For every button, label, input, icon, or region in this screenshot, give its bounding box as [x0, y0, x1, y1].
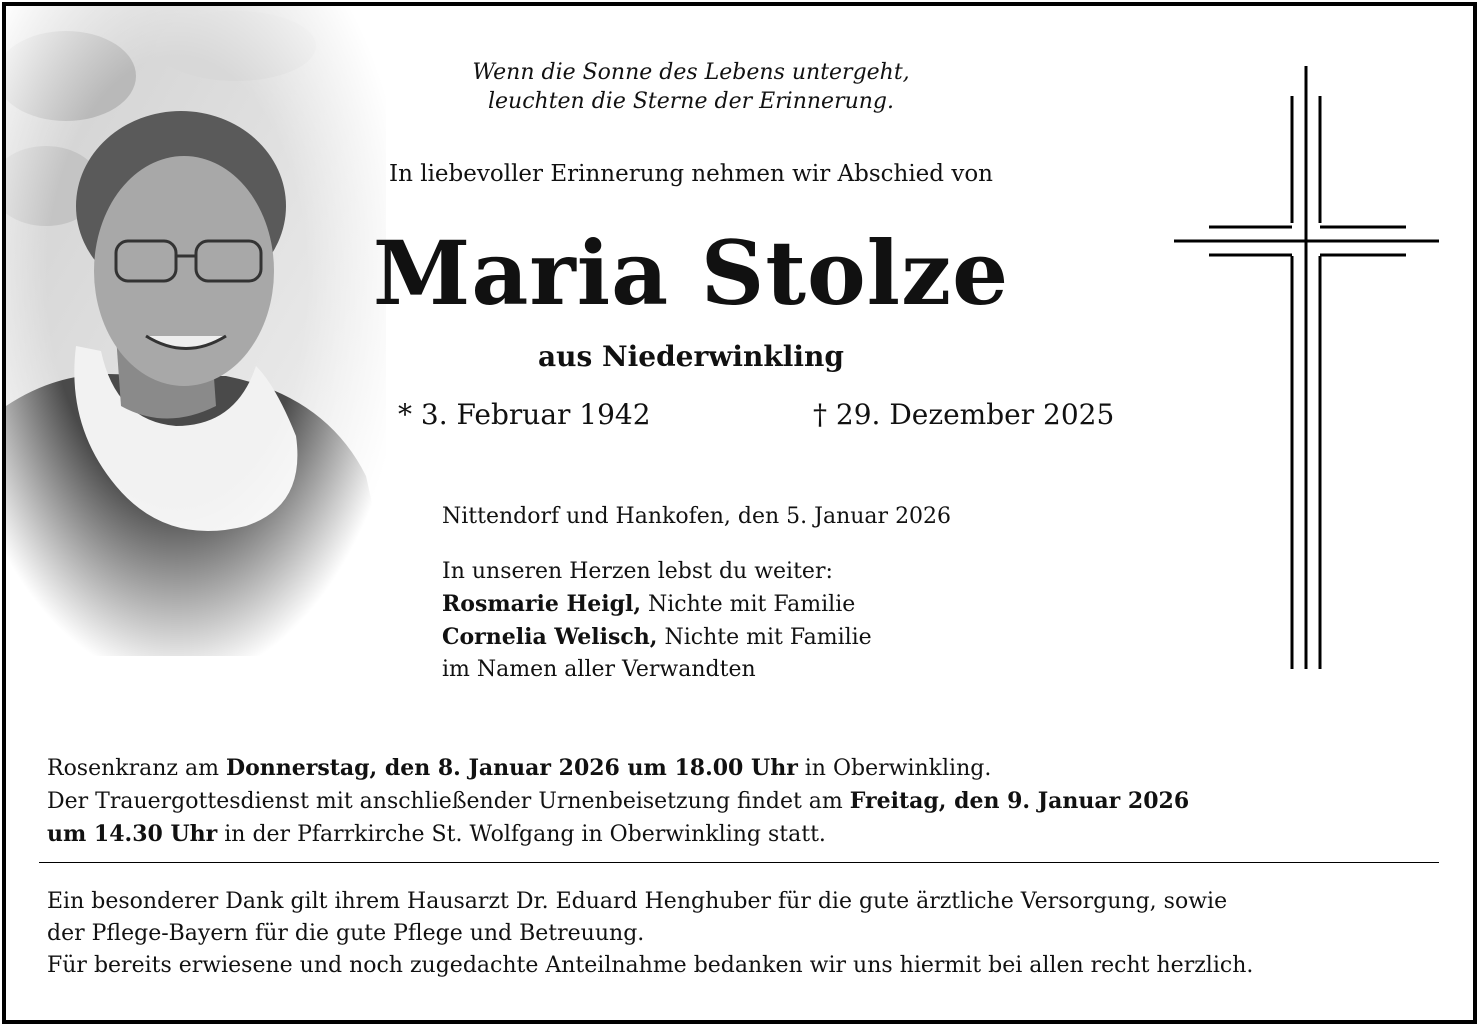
- service-text: Rosenkranz am: [47, 756, 226, 781]
- thanks-line-3: Für bereits erwiesene und noch zugedachte Anteilnahme bedanken wir uns hiermit bei allen recht herzlich.: [47, 953, 1254, 978]
- service-text: in Oberwinkling.: [797, 756, 992, 781]
- quote-line-1: Wenn die Sonne des Lebens untergeht,: [472, 60, 910, 85]
- mourner-entry: [442, 588, 872, 621]
- cross-icon: [1174, 61, 1439, 673]
- mourners-block: [442, 556, 872, 686]
- portrait-photo: [6, 6, 386, 656]
- place-and-date: Nittendorf und Hankofen, den 5. Januar 2026: [442, 504, 952, 529]
- service-text: in der Pfarrkirche St. Wolfgang in Oberwinkling statt.: [217, 822, 826, 847]
- birth-date: * 3. Februar 1942: [398, 398, 651, 431]
- mourner-relation: Nichte mit Familie: [641, 592, 856, 617]
- service-line-3: [47, 818, 1437, 851]
- service-text: Der Trauergottesdienst mit anschließender Urnenbeisetzung findet am: [47, 789, 850, 814]
- service-line-1: [47, 752, 1437, 785]
- deceased-name: Maria Stolze: [372, 221, 1010, 325]
- thanks-line-2: der Pflege-Bayern für die gute Pflege und Betreuung.: [47, 921, 645, 946]
- memorial-quote: [346, 58, 1036, 116]
- mourner-relation: Nichte mit Familie: [657, 625, 872, 650]
- rosary-datetime: Donnerstag, den 8. Januar 2026 um 18.00 Uhr: [225, 755, 798, 781]
- intro-text: In liebevoller Erinnerung nehmen wir Abschied von: [389, 161, 993, 187]
- mourner-name: Cornelia Welisch,: [442, 624, 658, 650]
- mourners-heading: In unseren Herzen lebst du weiter:: [442, 559, 833, 584]
- funeral-time: um 14.30 Uhr: [47, 821, 218, 847]
- service-details: [47, 752, 1437, 851]
- funeral-date: Freitag, den 9. Januar 2026: [849, 788, 1190, 814]
- divider: [39, 862, 1439, 863]
- deceased-origin: aus Niederwinkling: [538, 340, 844, 373]
- thanks-line-1: Ein besonderer Dank gilt ihrem Hausarzt Dr. Eduard Henghuber für die gute ärztliche Versorgung, sowie: [47, 889, 1228, 914]
- obituary-notice: [2, 2, 1477, 1024]
- mourner-name: Rosmarie Heigl,: [442, 591, 642, 617]
- service-line-2: [47, 785, 1437, 818]
- quote-line-2: leuchten die Sterne der Erinnerung.: [487, 89, 894, 114]
- mourner-entry: [442, 621, 872, 654]
- death-date: † 29. Dezember 2025: [813, 398, 1115, 431]
- mourners-closing: im Namen aller Verwandten: [442, 657, 756, 682]
- thanks-block: [47, 886, 1447, 982]
